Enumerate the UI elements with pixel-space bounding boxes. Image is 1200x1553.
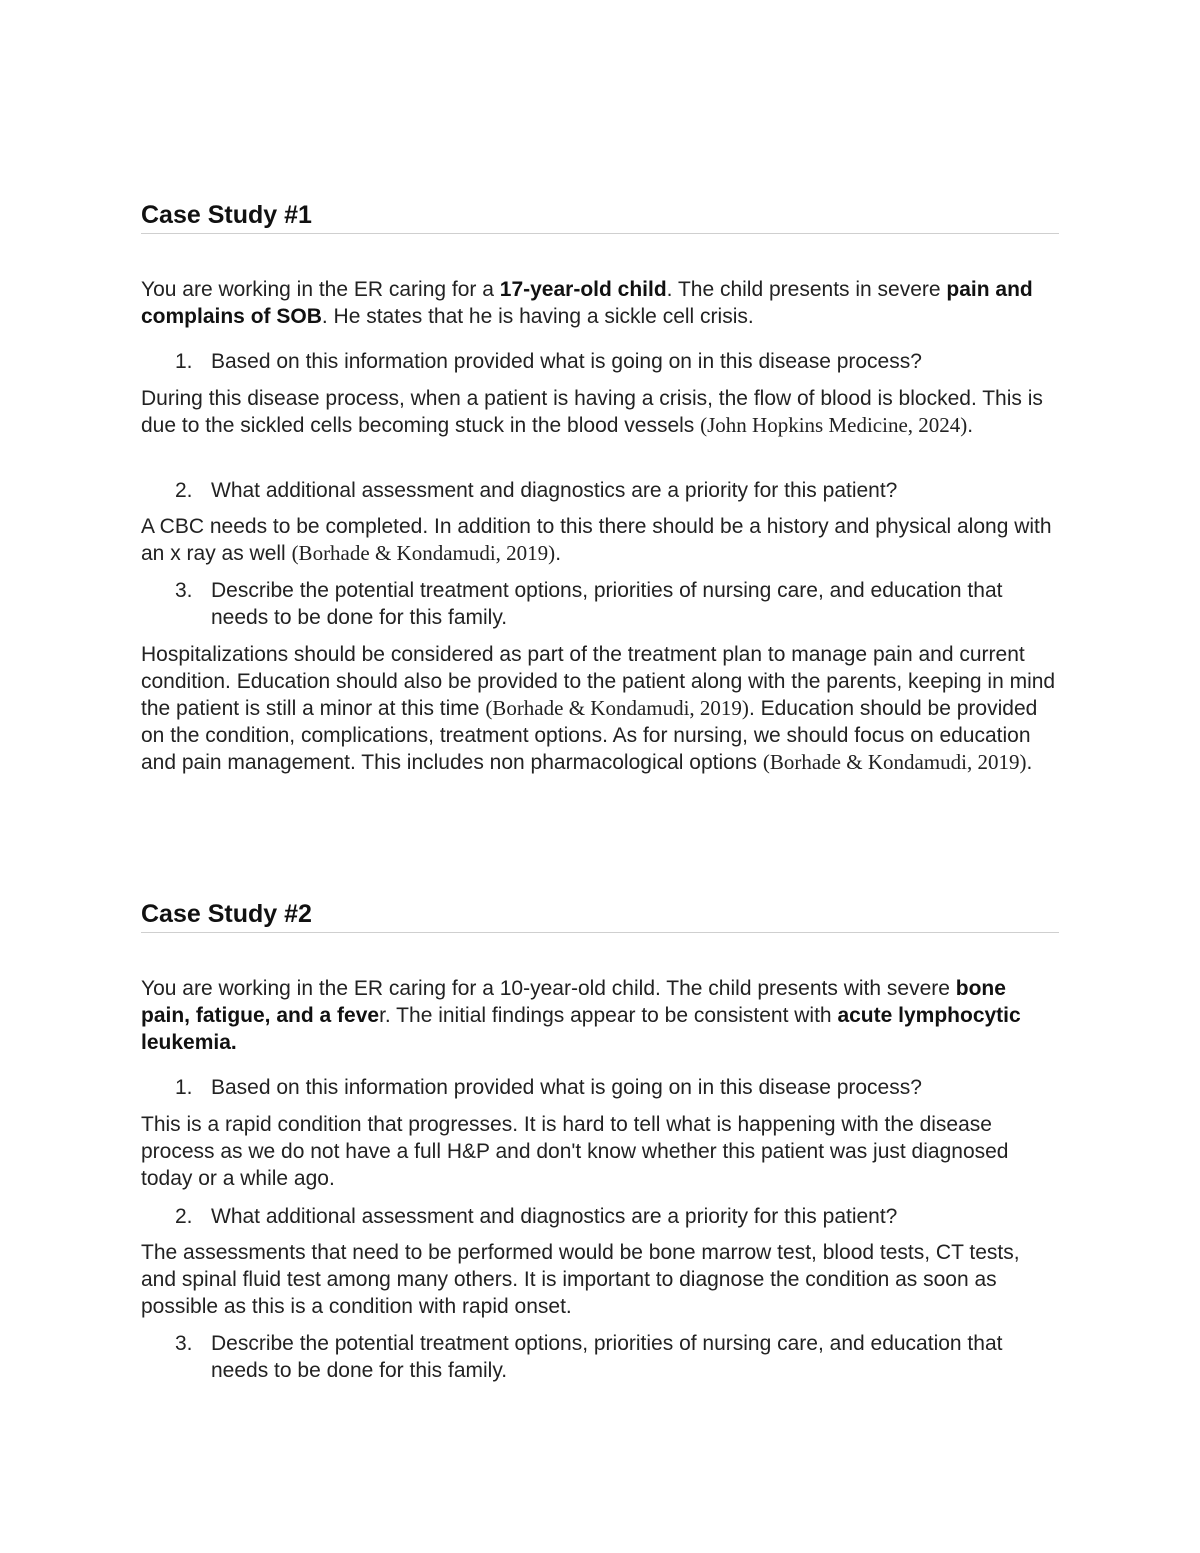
case-2-answer-1: This is a rapid condition that progresses. It is hard to tell what is happening with the disease process as we do not have a full H&P and don't know whether this patient was just diagnosed today or a while ago.: [141, 1113, 1009, 1190]
question-text: Describe the potential treatment options, priorities of nursing care, and education that needs to be done for this family.: [211, 579, 1003, 629]
question-text: Based on this information provided what is going on in this disease process?: [211, 1076, 922, 1099]
case-1-question-3: [141, 577, 1059, 631]
case-study-1-heading: Case Study #1: [141, 200, 1059, 234]
question-number: 2.: [175, 479, 193, 502]
scenario-emphasis: acute lymphocytic leukemia.: [141, 1004, 1021, 1054]
question-number: 1.: [175, 350, 193, 373]
case-2-question-2: [141, 1203, 1059, 1230]
scenario-emphasis: pain and complains of SOB: [141, 278, 1033, 328]
case-study-2-scenario: [141, 975, 1059, 1056]
question-text: Based on this information provided what is going on in this disease process?: [211, 350, 922, 373]
question-number: 2.: [175, 1205, 193, 1228]
case-study-1-scenario: [141, 276, 1059, 330]
case-1-question-2: [141, 477, 1059, 504]
scenario-text: r. The initial findings appear to be consistent with: [379, 1004, 838, 1027]
citation: (Borhade & Kondamudi, 2019): [291, 541, 556, 565]
scenario-text: You are working in the ER caring for a 10-year-old child. The child presents with severe: [141, 977, 956, 1000]
scenario-emphasis: bone pain, fatigue, and a feve: [141, 977, 1006, 1027]
case-study-2-heading: Case Study #2: [141, 899, 1059, 933]
case-1-answer-3: [141, 641, 1059, 776]
answer-text: . Education should be provided on the condition, complications, treatment options. As for nursing, we should focus on education and pain management. This includes non pharmacological options: [141, 697, 1038, 774]
question-text: Describe the potential treatment options, priorities of nursing care, and education that needs to be done for this family.: [211, 1332, 1003, 1382]
case-1-question-1: [141, 348, 1059, 375]
scenario-emphasis: 17-year-old child: [499, 278, 667, 301]
case-1-answer-2: [141, 513, 1059, 567]
question-text: What additional assessment and diagnostics are a priority for this patient?: [211, 479, 898, 502]
question-text: What additional assessment and diagnostics are a priority for this patient?: [211, 1205, 898, 1228]
question-number: 1.: [175, 1076, 193, 1099]
citation: (Borhade & Kondamudi, 2019): [762, 750, 1027, 774]
answer-end: .: [1026, 751, 1033, 774]
question-number: 3.: [175, 1332, 193, 1355]
answer-text: During this disease process, when a patient is having a crisis, the flow of blood is blocked. This is due to the sickled cells becoming stuck in the blood vessels: [141, 387, 1043, 437]
case-2-answer-2: The assessments that need to be performed would be bone marrow test, blood tests, CT tests, and spinal fluid test among many others. It is important to diagnose the condition as soon as possible as this is a condition with rapid onset.: [141, 1241, 1020, 1318]
scenario-text: You are working in the ER caring for a: [141, 278, 500, 301]
case-2-question-1: [141, 1074, 1059, 1101]
answer-end: .: [555, 542, 562, 565]
scenario-text: . He states that he is having a sickle cell crisis.: [321, 305, 754, 328]
question-number: 3.: [175, 579, 193, 602]
scenario-text: . The child presents in severe: [666, 278, 947, 301]
case-1-answer-1: [141, 385, 1059, 439]
answer-text: Hospitalizations should be considered as part of the treatment plan to manage pain and current condition. Education should also be provided to the patient along with the parents, keeping in mind the patient is still a minor at this time: [141, 643, 1056, 720]
citation: (John Hopkins Medicine, 2024): [700, 413, 968, 437]
case-2-question-3: [141, 1330, 1059, 1384]
answer-text: A CBC needs to be completed. In addition to this there should be a history and physical along with an x ray as well: [141, 515, 1052, 565]
citation: (Borhade & Kondamudi, 2019): [485, 696, 749, 720]
answer-end: .: [967, 414, 974, 437]
